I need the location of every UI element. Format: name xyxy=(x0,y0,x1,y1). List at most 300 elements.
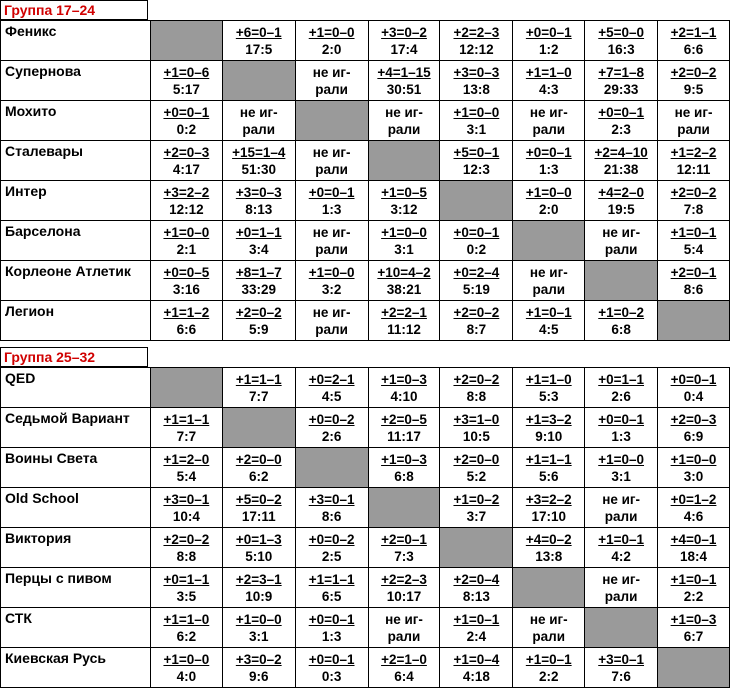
score: 4:17 xyxy=(172,161,200,177)
self-match-cell xyxy=(513,221,585,261)
score: 10:9 xyxy=(245,588,273,604)
team-name: Виктория xyxy=(1,528,151,568)
result-cell xyxy=(440,101,513,141)
score: 5:10 xyxy=(245,548,273,564)
result-cell xyxy=(658,448,730,488)
result-cell xyxy=(440,408,513,448)
team-name: Легион xyxy=(1,301,151,341)
table-row xyxy=(1,141,730,181)
self-match-cell xyxy=(150,21,222,61)
score: 3:0 xyxy=(683,468,704,484)
score: 1:3 xyxy=(539,161,559,177)
score: 17:5 xyxy=(245,41,273,57)
score: 4:18 xyxy=(462,668,490,684)
win-draw-loss: +1=0–0 xyxy=(163,224,210,240)
result-cell xyxy=(368,221,440,261)
self-match-cell xyxy=(658,301,730,341)
table-row xyxy=(1,528,730,568)
score: 4:5 xyxy=(321,388,342,404)
score: 7:7 xyxy=(176,428,197,444)
result-cell xyxy=(513,368,585,408)
win-draw-loss: +1=0–1 xyxy=(453,611,500,627)
score: 19:5 xyxy=(607,201,635,217)
score: 3:16 xyxy=(172,281,200,297)
not-played-line: рали xyxy=(315,321,348,337)
result-cell xyxy=(222,221,295,261)
win-draw-loss: +1=2–0 xyxy=(163,451,210,467)
result-cell xyxy=(513,21,585,61)
score: 33:29 xyxy=(241,281,276,297)
result-cell xyxy=(295,141,368,181)
result-cell xyxy=(585,301,658,341)
self-match-cell xyxy=(368,488,440,528)
results-table xyxy=(0,367,730,688)
table-row xyxy=(1,488,730,528)
score: 8:6 xyxy=(321,508,342,524)
result-cell xyxy=(150,301,222,341)
not-played-line: рали xyxy=(315,81,348,97)
score: 6:4 xyxy=(394,668,414,684)
result-cell xyxy=(585,221,658,261)
win-draw-loss: +2=0–2 xyxy=(163,531,210,547)
win-draw-loss: +2=0–0 xyxy=(453,451,500,467)
score: 2:1 xyxy=(176,241,197,257)
result-cell xyxy=(150,608,222,648)
result-cell xyxy=(513,528,585,568)
win-draw-loss: +3=2–2 xyxy=(525,491,572,507)
win-draw-loss: +0=2–4 xyxy=(453,264,500,280)
score: 7:8 xyxy=(683,201,704,217)
win-draw-loss: +2=3–1 xyxy=(235,571,282,587)
win-draw-loss: +1=1–0 xyxy=(525,64,572,80)
table-row xyxy=(1,408,730,448)
score: 9:5 xyxy=(683,81,704,97)
win-draw-loss: +1=0–2 xyxy=(598,304,645,320)
not-played-line: рали xyxy=(315,241,348,257)
score: 2:5 xyxy=(321,548,342,564)
not-played-line: рали xyxy=(315,161,348,177)
score: 10:17 xyxy=(386,588,422,604)
score: 12:11 xyxy=(676,161,711,177)
result-cell xyxy=(658,101,730,141)
win-draw-loss: +1=0–6 xyxy=(163,64,210,80)
result-cell xyxy=(150,648,222,688)
score: 3:1 xyxy=(611,468,631,484)
result-cell xyxy=(658,61,730,101)
win-draw-loss: +1=1–0 xyxy=(163,611,210,627)
result-cell xyxy=(295,608,368,648)
self-match-cell xyxy=(295,448,368,488)
result-cell xyxy=(295,21,368,61)
score: 7:7 xyxy=(248,388,269,404)
result-cell xyxy=(440,301,513,341)
result-cell xyxy=(222,568,295,608)
result-cell xyxy=(585,448,658,488)
win-draw-loss: +5=0–2 xyxy=(235,491,282,507)
result-cell xyxy=(658,368,730,408)
score: 4:2 xyxy=(611,548,631,564)
win-draw-loss: +3=0–2 xyxy=(235,651,282,667)
result-cell xyxy=(222,141,295,181)
win-draw-loss: +3=0–2 xyxy=(381,24,427,40)
result-cell xyxy=(513,301,585,341)
score: 51:30 xyxy=(241,161,276,177)
win-draw-loss: +2=1–0 xyxy=(381,651,427,667)
not-played-line: рали xyxy=(604,508,638,524)
not-played-line: рали xyxy=(677,121,710,137)
score: 8:13 xyxy=(245,201,273,217)
win-draw-loss: +1=0–1 xyxy=(598,531,645,547)
score: 3:1 xyxy=(394,241,414,257)
score: 1:3 xyxy=(321,201,342,217)
score: 8:8 xyxy=(466,388,487,404)
not-played-line: не иг- xyxy=(239,104,278,120)
result-cell xyxy=(513,261,585,301)
score: 8:7 xyxy=(466,321,487,337)
win-draw-loss: +6=0–1 xyxy=(235,24,282,40)
win-draw-loss: +5=0–0 xyxy=(598,24,645,40)
win-draw-loss: +1=2–2 xyxy=(670,144,717,160)
result-cell xyxy=(295,528,368,568)
win-draw-loss: +1=0–3 xyxy=(381,371,427,387)
not-played-line: не иг- xyxy=(602,571,641,587)
result-cell xyxy=(295,61,368,101)
self-match-cell xyxy=(440,181,513,221)
self-match-cell xyxy=(585,608,658,648)
not-played-line: не иг- xyxy=(602,491,641,507)
win-draw-loss: +15=1–4 xyxy=(232,144,286,160)
score: 3:1 xyxy=(466,121,487,137)
win-draw-loss: +1=0–0 xyxy=(453,104,500,120)
score: 3:5 xyxy=(176,588,197,604)
score: 6:2 xyxy=(176,628,197,644)
score: 3:12 xyxy=(390,201,418,217)
self-match-cell xyxy=(658,648,730,688)
score: 5:19 xyxy=(462,281,490,297)
not-played-line: рали xyxy=(532,121,566,137)
win-draw-loss: +1=1–2 xyxy=(163,304,210,320)
result-cell xyxy=(440,61,513,101)
win-draw-loss: +2=0–4 xyxy=(453,571,500,587)
score: 6:7 xyxy=(683,628,704,644)
win-draw-loss: +2=0–0 xyxy=(235,451,282,467)
result-cell xyxy=(222,368,295,408)
result-cell xyxy=(658,181,730,221)
result-cell xyxy=(440,568,513,608)
result-cell xyxy=(150,568,222,608)
score: 0:2 xyxy=(466,241,487,257)
result-cell xyxy=(295,181,368,221)
not-played-line: не иг- xyxy=(674,104,713,120)
score: 2:2 xyxy=(538,668,559,684)
team-name: Интер xyxy=(1,181,151,221)
score: 29:33 xyxy=(603,81,639,97)
win-draw-loss: +0=0–2 xyxy=(308,411,355,427)
score: 30:51 xyxy=(386,81,422,97)
score: 4:0 xyxy=(176,668,197,684)
score: 1:2 xyxy=(539,41,559,57)
win-draw-loss: +2=2–3 xyxy=(453,24,500,40)
win-draw-loss: +0=0–1 xyxy=(525,24,572,40)
win-draw-loss: +1=0–1 xyxy=(525,651,572,667)
result-cell xyxy=(368,648,440,688)
win-draw-loss: +0=0–1 xyxy=(453,224,500,240)
win-draw-loss: +4=0–2 xyxy=(525,531,572,547)
table-row xyxy=(1,648,730,688)
result-cell xyxy=(513,101,585,141)
team-name: Мохито xyxy=(1,101,151,141)
result-cell xyxy=(222,301,295,341)
score: 2:6 xyxy=(611,388,631,404)
win-draw-loss: +3=1–0 xyxy=(453,411,500,427)
win-draw-loss: +1=1–1 xyxy=(525,451,572,467)
result-cell xyxy=(585,21,658,61)
not-played-line: не иг- xyxy=(529,104,568,120)
result-cell xyxy=(222,261,295,301)
result-cell xyxy=(585,648,658,688)
team-name: Old School xyxy=(1,488,151,528)
win-draw-loss: +0=0–1 xyxy=(308,651,355,667)
score: 6:9 xyxy=(683,428,704,444)
score: 16:3 xyxy=(607,41,635,57)
result-cell xyxy=(440,261,513,301)
win-draw-loss: +1=1–1 xyxy=(235,371,282,387)
score: 4:3 xyxy=(539,81,559,97)
score: 2:0 xyxy=(539,201,559,217)
win-draw-loss: +1=0–0 xyxy=(308,264,355,280)
self-match-cell xyxy=(222,61,295,101)
result-cell xyxy=(222,101,295,141)
win-draw-loss: +8=1–7 xyxy=(235,264,282,280)
win-draw-loss: +3=0–3 xyxy=(453,64,500,80)
table-row xyxy=(1,181,730,221)
result-cell xyxy=(658,528,730,568)
not-played-line: рали xyxy=(387,628,421,644)
score: 3:4 xyxy=(248,241,269,257)
win-draw-loss: +1=0–0 xyxy=(163,651,210,667)
result-cell xyxy=(150,221,222,261)
score: 10:4 xyxy=(172,508,200,524)
result-cell xyxy=(150,488,222,528)
result-cell xyxy=(585,61,658,101)
result-cell xyxy=(222,648,295,688)
self-match-cell xyxy=(513,568,585,608)
win-draw-loss: +1=0–0 xyxy=(525,184,572,200)
score: 11:12 xyxy=(387,321,421,337)
result-cell xyxy=(222,488,295,528)
not-played-line: рали xyxy=(532,628,566,644)
table-row xyxy=(1,448,730,488)
win-draw-loss: +2=2–1 xyxy=(381,304,427,320)
score: 0:4 xyxy=(683,388,704,404)
score: 6:2 xyxy=(248,468,269,484)
score: 10:5 xyxy=(462,428,490,444)
score: 0:2 xyxy=(176,121,197,137)
result-cell xyxy=(585,528,658,568)
score: 4:5 xyxy=(539,321,559,337)
win-draw-loss: +3=0–1 xyxy=(163,491,210,507)
win-draw-loss: +2=0–5 xyxy=(381,411,427,427)
team-name: QED xyxy=(1,368,151,408)
win-draw-loss: +2=0–1 xyxy=(670,264,717,280)
result-cell xyxy=(295,301,368,341)
win-draw-loss: +5=0–1 xyxy=(453,144,500,160)
result-cell xyxy=(295,648,368,688)
win-draw-loss: +2=0–2 xyxy=(453,304,500,320)
result-cell xyxy=(222,181,295,221)
result-cell xyxy=(295,568,368,608)
win-draw-loss: +2=0–3 xyxy=(163,144,210,160)
win-draw-loss: +0=1–1 xyxy=(163,571,210,587)
score: 5:9 xyxy=(248,321,269,337)
win-draw-loss: +1=0–3 xyxy=(670,611,717,627)
score: 21:38 xyxy=(603,161,639,177)
win-draw-loss: +1=0–0 xyxy=(598,451,645,467)
result-cell xyxy=(658,608,730,648)
table-row xyxy=(1,221,730,261)
result-cell xyxy=(368,568,440,608)
self-match-cell xyxy=(440,528,513,568)
team-name: СТК xyxy=(1,608,151,648)
not-played-line: не иг- xyxy=(529,264,568,280)
score: 12:3 xyxy=(462,161,490,177)
win-draw-loss: +2=0–2 xyxy=(670,184,717,200)
win-draw-loss: +0=0–1 xyxy=(598,104,645,120)
score: 4:6 xyxy=(683,508,704,524)
win-draw-loss: +0=0–1 xyxy=(525,144,572,160)
win-draw-loss: +7=1–8 xyxy=(598,64,645,80)
result-cell xyxy=(222,608,295,648)
team-name: Феникс xyxy=(1,21,151,61)
result-cell xyxy=(440,21,513,61)
result-cell xyxy=(368,528,440,568)
win-draw-loss: +2=0–2 xyxy=(670,64,717,80)
self-match-cell xyxy=(585,261,658,301)
result-cell xyxy=(150,448,222,488)
result-cell xyxy=(440,608,513,648)
result-cell xyxy=(368,408,440,448)
not-played-line: не иг- xyxy=(529,611,568,627)
score: 2:4 xyxy=(466,628,487,644)
not-played-line: рали xyxy=(242,121,276,137)
win-draw-loss: +1=0–4 xyxy=(453,651,500,667)
result-cell xyxy=(368,368,440,408)
score: 8:6 xyxy=(683,281,704,297)
not-played-line: не иг- xyxy=(385,104,423,120)
result-cell xyxy=(513,648,585,688)
score: 3:2 xyxy=(321,281,342,297)
result-cell xyxy=(368,61,440,101)
result-cell xyxy=(150,61,222,101)
result-cell xyxy=(585,181,658,221)
win-draw-loss: +1=0–1 xyxy=(525,304,572,320)
result-cell xyxy=(440,448,513,488)
score: 1:3 xyxy=(611,428,631,444)
result-cell xyxy=(295,221,368,261)
self-match-cell xyxy=(295,101,368,141)
result-cell xyxy=(513,488,585,528)
win-draw-loss: +1=0–0 xyxy=(235,611,282,627)
score: 12:12 xyxy=(459,41,494,57)
score: 18:4 xyxy=(680,548,708,564)
team-name: Сталевары xyxy=(1,141,151,181)
self-match-cell xyxy=(368,141,440,181)
result-cell xyxy=(658,21,730,61)
win-draw-loss: +1=1–1 xyxy=(308,571,355,587)
score: 7:6 xyxy=(611,668,631,684)
team-name: Супернова xyxy=(1,61,151,101)
score: 11:17 xyxy=(387,428,421,444)
win-draw-loss: +1=0–1 xyxy=(670,571,717,587)
result-cell xyxy=(585,141,658,181)
win-draw-loss: +0=1–2 xyxy=(670,491,717,507)
score: 17:4 xyxy=(390,41,418,57)
win-draw-loss: +3=0–3 xyxy=(235,184,282,200)
win-draw-loss: +3=0–1 xyxy=(598,651,645,667)
score: 38:21 xyxy=(386,281,422,297)
team-name: Седьмой Вариант xyxy=(1,408,151,448)
score: 2:3 xyxy=(611,121,631,137)
score: 17:10 xyxy=(531,508,566,524)
win-draw-loss: +1=0–0 xyxy=(381,224,427,240)
not-played-line: рали xyxy=(604,588,638,604)
not-played-line: рали xyxy=(532,281,566,297)
win-draw-loss: +4=0–1 xyxy=(670,531,717,547)
win-draw-loss: +2=4–10 xyxy=(594,144,648,160)
result-cell xyxy=(658,221,730,261)
win-draw-loss: +2=2–3 xyxy=(381,571,427,587)
not-played-line: не иг- xyxy=(312,224,351,240)
result-cell xyxy=(368,21,440,61)
score: 5:17 xyxy=(172,81,200,97)
result-cell xyxy=(368,101,440,141)
score: 2:0 xyxy=(321,41,342,57)
result-cell xyxy=(150,141,222,181)
win-draw-loss: +1=0–1 xyxy=(670,224,717,240)
score: 5:4 xyxy=(683,241,704,257)
result-cell xyxy=(585,101,658,141)
score: 6:6 xyxy=(176,321,197,337)
win-draw-loss: +2=0–3 xyxy=(670,411,717,427)
score: 5:3 xyxy=(538,388,559,404)
team-name: Корлеоне Атлетик xyxy=(1,261,151,301)
result-cell xyxy=(440,221,513,261)
result-cell xyxy=(150,181,222,221)
result-cell xyxy=(150,528,222,568)
not-played-line: не иг- xyxy=(602,224,641,240)
result-cell xyxy=(658,488,730,528)
table-row xyxy=(1,568,730,608)
result-cell xyxy=(150,101,222,141)
win-draw-loss: +0=0–2 xyxy=(308,531,355,547)
result-cell xyxy=(368,608,440,648)
not-played-line: не иг- xyxy=(385,611,423,627)
win-draw-loss: +3=2–2 xyxy=(163,184,210,200)
score: 1:3 xyxy=(321,628,342,644)
win-draw-loss: +2=0–2 xyxy=(235,304,282,320)
result-cell xyxy=(513,61,585,101)
win-draw-loss: +3=0–1 xyxy=(308,491,355,507)
win-draw-loss: +4=2–0 xyxy=(598,184,645,200)
score: 5:4 xyxy=(176,468,197,484)
win-draw-loss: +0=0–5 xyxy=(163,264,210,280)
win-draw-loss: +2=0–2 xyxy=(453,371,500,387)
score: 9:6 xyxy=(248,668,269,684)
score: 13:8 xyxy=(462,81,490,97)
not-played-line: не иг- xyxy=(312,144,351,160)
self-match-cell xyxy=(222,408,295,448)
result-cell xyxy=(150,408,222,448)
